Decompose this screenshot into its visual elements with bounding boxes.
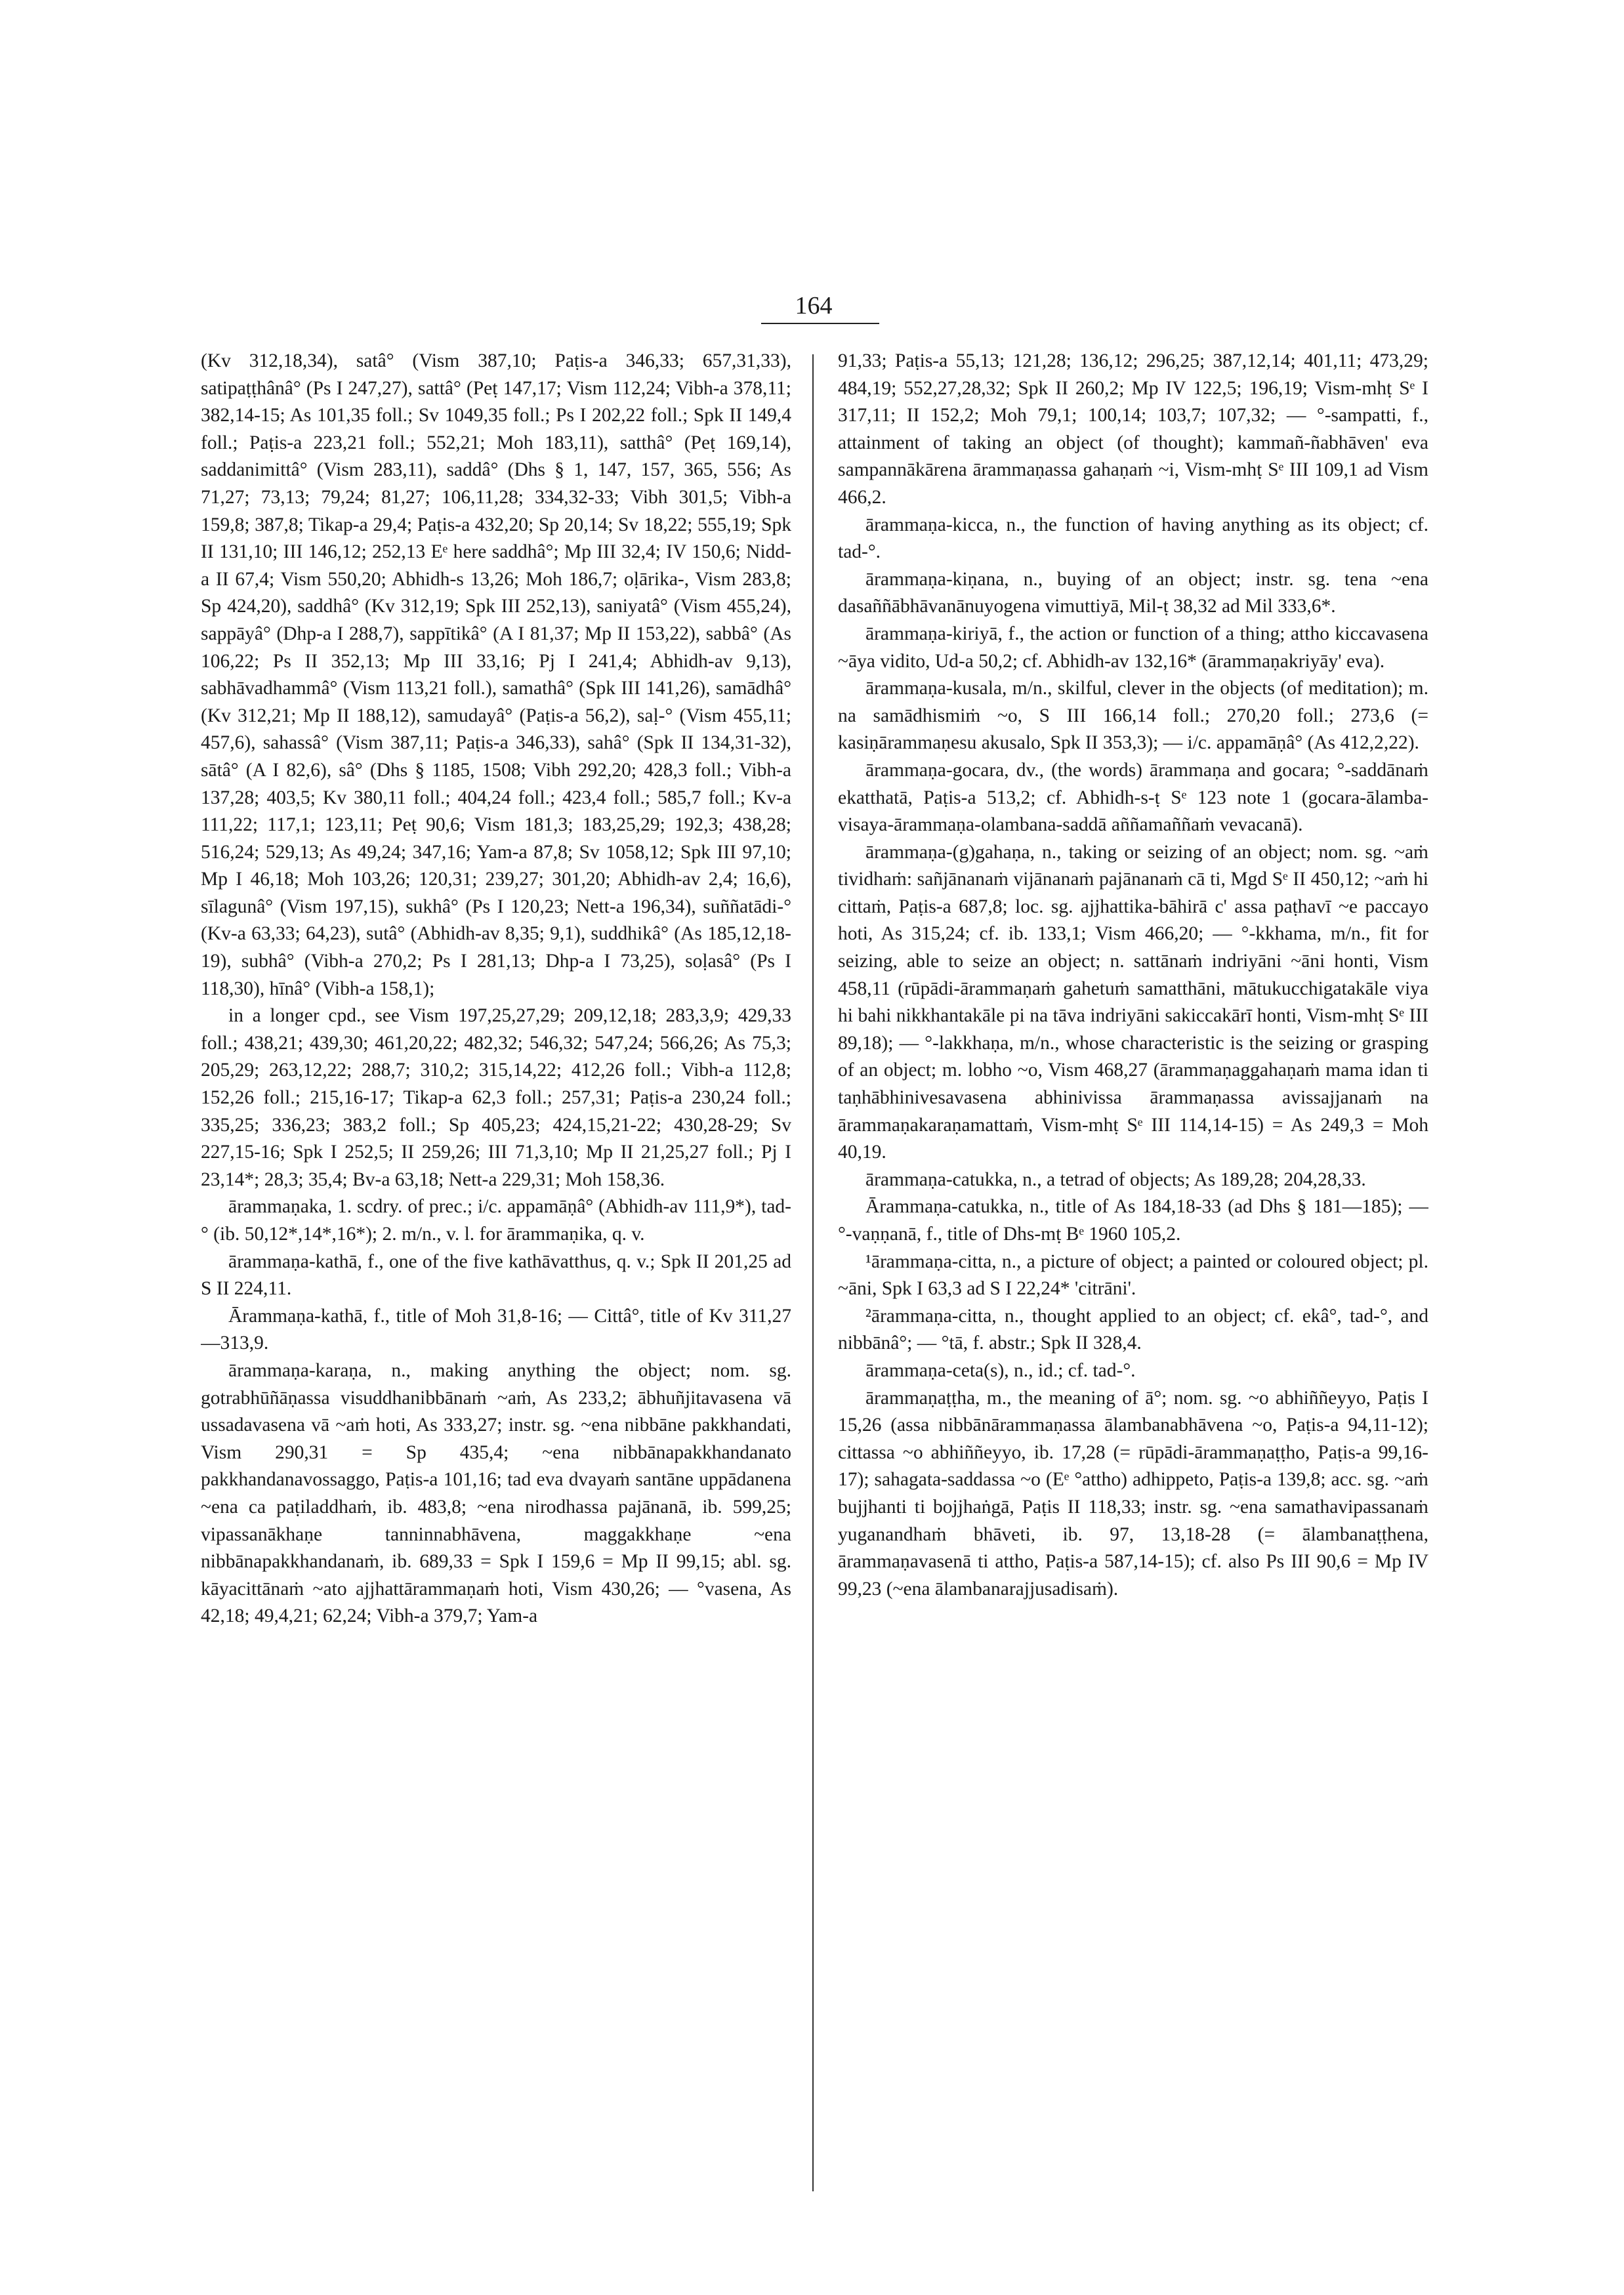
entry-arammana-karana: ārammaṇa-karaṇa, n., making anything the object; nom. sg. gotrabhūñāṇassa visuddhanibbānaṁ ~aṁ, As 233,2; ābhuñjitavasena vā ussadavasena vā ~aṁ hoti, As 333,27; instr. sg. ~ena nibbāne pakkhandati, Vism 290,31 = Sp 435,4; ~ena nibbānapakkhandanato pakkhandanavossaggo, Paṭis-a 101,16; tad eva dvayaṁ santāne uppādanena ~ena ca paṭiladdhaṁ, ib. 483,8; ~ena nirodhassa pajānanā, ib. 599,25; vipassanākhaṇe tanninnabhāvena, maggakkhaṇe ~ena nibbānapakkhandanaṁ, ib. 689,33 = Spk I 159,6 = Mp II 99,15; abl. sg. kāyacittānaṁ ~ato ajjhattārammaṇaṁ hoti, Vism 430,26; — °vasena, As 42,18; 49,4,21; 62,24; Vibh-a 379,7; Yam-a bbox=[201, 1359, 791, 1627]
entry-arammana-gocara: ārammaṇa-gocara, dv., (the words) ārammaṇa and gocara; °-saddānaṁ ekatthatā, Paṭis-a 513,2; cf. Abhidh-s-ṭ Sᵉ 123 note 1 (gocara-ālamba-visaya-ārammaṇa-olambana-saddā aññamaññaṁ vevacanā). bbox=[838, 759, 1428, 836]
entry-continuation: (Kv 312,18,34), satâ° (Vism 387,10; Paṭis-a 346,33; 657,31,33), satipaṭṭhânâ° (Ps I 247,27), sattâ° (Peṭ 147,17; Vism 112,24; Vibh-a 378,11; 382,14-15; As 101,35 foll.; Sv 1049,35 foll.; Ps I 202,22 foll.; Spk II 149,4 foll.; Paṭis-a 223,21 foll.; 552,21; Moh 183,11), satthâ° (Peṭ 169,14), saddanimittâ° (Vism 283,11), saddâ° (Dhs § 1, 147, 157, 365, 556; As 71,27; 73,13; 79,24; 81,27; 106,11,28; 334,32-33; Vibh 301,5; Vibh-a 159,8; 387,8; Tikap-a 29,4; Paṭis-a 432,20; Sp 20,14; Sv 18,22; 555,19; Spk II 131,10; III 146,12; 252,13 Eᵉ here saddhâ°; Mp III 32,4; IV 150,6; Nidd-a II 67,4; Vism 550,20; Abhidh-s 13,26; Moh 186,7; oḷārika-, Vism 283,8; Sp 424,20), saddhâ° (Kv 312,19; Spk III 252,13), saniyatâ° (Vism 455,24), sappāyâ° (Dhp-a I 288,7), sappītikâ° (A I 81,37; Mp II 153,22), sabbâ° (As 106,22; Ps II 352,13; Mp III 33,16; Pj I 241,4; Abhidh-av 9,13), sabhāvadhammâ° (Vism 113,21 foll.), samathâ° (Spk III 141,26), samādhâ° (Kv 312,21; Mp II 188,12), samudayâ° (Paṭis-a 56,2), saḷ-° (Vism 455,11; 457,6), sahassâ° (Vism 387,11; Paṭis-a 346,33), sahâ° (Spk II 134,31-32), sātâ° (A I 82,6), sâ° (Dhs § 1185, 1508; Vibh 292,20; 428,3 foll.; Vibh-a 137,28; 403,5; Kv 380,11 foll.; 404,24 foll.; 423,4 foll.; 585,7 foll.; Kv-a 111,22; 117,1; 123,11; Peṭ 90,6; Vism 181,3; 183,25,29; 192,3; 438,28; 516,24; 529,13; As 49,24; 347,16; Yam-a 87,8; Sv 1058,12; Spk III 97,10; Mp I 46,18; Moh 103,26; 120,31; 239,27; 301,20; Abhidh-av 2,4; 16,6), sīlagunâ° (Vism 197,15), sukhâ° (Ps I 120,23; Nett-a 196,34), suññatādi-° (Kv-a 63,33; 64,23), sutâ° (Abhidh-av 8,35; 9,1), suddhikâ° (As 185,12,18-19), subhâ° (Vibh-a 270,2; Ps I 281,13; Dhp-a I 73,25), soḷasâ° (Ps I 118,30), hīnâ° (Vibh-a 158,1); bbox=[201, 350, 791, 999]
entry-longer-cpd: in a longer cpd., see Vism 197,25,27,29; 209,12,18; 283,3,9; 429,33 foll.; 438,21; 439,30; 461,20,22; 482,32; 546,32; 547,24; 566,26; As 75,3; 205,29; 263,12,22; 288,7; 310,2; 315,14,22; 412,26 foll.; Vibh-a 112,8; 152,26 foll.; 215,16-17; Tikap-a 62,3 foll.; 257,31; Paṭis-a 230,24 foll.; 335,25; 336,23; 383,2 foll.; Sp 405,23; 424,15,21-22; 430,28-29; Sv 227,15-16; Spk I 252,5; II 259,26; III 71,3,10; Mp II 21,25,27 foll.; Pj I 23,14*; 28,3; 35,4; Bv-a 63,18; Nett-a 229,31; Moh 158,36. bbox=[201, 1005, 791, 1190]
column-divider bbox=[812, 354, 814, 2191]
header-rule bbox=[761, 323, 879, 324]
entry-arammana-cetas: ārammaṇa-ceta(s), n., id.; cf. tad-°. bbox=[865, 1359, 1136, 1381]
entry-arammana-citta-2: ²ārammaṇa-citta, n., thought applied to an object; cf. ekâ°, tad-°, and nibbānâ°; — °tā, f. abstr.; Spk II 328,4. bbox=[838, 1305, 1428, 1354]
entry-arammana-catukka: ārammaṇa-catukka, n., a tetrad of objects; As 189,28; 204,28,33. bbox=[865, 1168, 1366, 1190]
entry-arammana-katha: ārammaṇa-kathā, f., one of the five kathāvatthus, q. v.; Spk II 201,25 ad S II 224,11. bbox=[201, 1251, 791, 1300]
right-column bbox=[838, 348, 1428, 2211]
left-column bbox=[201, 348, 791, 2211]
entry-arammanattha: ārammaṇaṭṭha, m., the meaning of ā°; nom. sg. ~o abhiññeyyo, Paṭis I 15,26 (assa nibbānārammaṇassa ālambanabhāvena ~o, Paṭis-a 94,11-12); cittassa ~o abhiññeyyo, ib. 17,28 (= rūpādi-ārammaṇaṭṭho, Paṭis-a 99,16-17); sahagata-saddassa ~o (Eᵉ °attho) adhippeto, Paṭis-a 139,8; acc. sg. ~aṁ bujjhanti ti bojjhaṅgā, Paṭis II 118,33; instr. sg. ~ena samathavipassanaṁ yuganandhaṁ bhāveti, ib. 97, 13,18-28 (= ālambanaṭṭhena, ārammaṇavasenā ti attho, Paṭis-a 587,14-15); cf. also Ps III 90,6 = Mp IV 99,23 (~ena ālambanarajjusadisaṁ). bbox=[838, 1387, 1428, 1600]
entry-continuation-right: 91,33; Paṭis-a 55,13; 121,28; 136,12; 296,25; 387,12,14; 401,11; 473,29; 484,19; 552,27,28,32; Spk II 260,2; Mp IV 122,5; 196,19; Vism-mhṭ Sᵉ I 317,11; II 152,2; Moh 79,1; 100,14; 103,7; 107,32; — °-sampatti, f., attainment of taking an object (of thought); kammañ-ñabhāven' eva sampannākārena ārammaṇassa gahaṇaṁ ~i, Vism-mhṭ Sᵉ III 109,1 ad Vism 466,2. bbox=[838, 350, 1428, 508]
page-number: 164 bbox=[795, 292, 833, 320]
entry-arammana-kinana: ārammaṇa-kiṇana, n., buying of an object; instr. sg. tena ~ena dasaññābhāvanānuyogena vimuttiyā, Mil-ṭ 38,32 ad Mil 333,6*. bbox=[838, 568, 1428, 617]
entry-arammanaka: ārammaṇaka, 1. scdry. of prec.; i/c. appamāṇâ° (Abhidh-av 111,9*), tad-° (ib. 50,12*,14*,16*); 2. m/n., v. l. for ārammaṇika, q. v. bbox=[201, 1196, 791, 1245]
entry-arammana-kusala: ārammaṇa-kusala, m/n., skilful, clever in the objects (of meditation); m. na samādhismiṁ ~o, S III 166,14 foll.; 270,20 foll.; 273,6 (= kasiṇārammaṇesu akusalo, Spk II 353,3); — i/c. appamāṇâ° (As 412,2,22). bbox=[838, 678, 1428, 754]
entry-arammana-kicca: ārammaṇa-kicca, n., the function of having anything as its object; cf. tad-°. bbox=[838, 514, 1428, 563]
entry-arammana-gahana: ārammaṇa-(g)gahaṇa, n., taking or seizing of an object; nom. sg. ~aṁ tividhaṁ: sañjānanaṁ vijānanaṁ pajānanaṁ cā ti, Mgd Sᵉ II 450,12; ~aṁ hi cittaṁ, Paṭis-a 687,8; loc. sg. ajjhattika-bāhirā c' assa paṭhavī ~e paccayo hoti, As 315,24; cf. ib. 133,1; Vism 466,20; — °-kkhama, m/n., fit for seizing, able to seize an object; n. sattānaṁ indriyāni ~āni honti, Vism 458,11 (rūpādi-ārammaṇaṁ gahetuṁ samatthāni, mātukucchigatakāle viya hi bahi nikkhantakāle pi na tāva indriyāni sakiccakārī honti, Vism-mhṭ Sᵉ III 89,18); — °-lakkhaṇa, m/n., whose characteristic is the seizing or grasping of an object; m. lobho ~o, Vism 468,27 (ārammaṇaggahaṇaṁ mama idan ti taṇhābhinivesavasena abhinivissa ārammaṇassa avissajjanaṁ na ārammaṇakaraṇamattaṁ, Vism-mhṭ Sᵉ III 114,14-15) = As 249,3 = Moh 40,19. bbox=[838, 841, 1428, 1163]
entry-arammana-katha-title: Ārammaṇa-kathā, f., title of Moh 31,8-16; — Cittâ°, title of Kv 311,27—313,9. bbox=[201, 1305, 791, 1354]
entry-arammana-catukka-title: Ārammaṇa-catukka, n., title of As 184,18-33 (ad Dhs § 181—185); — °-vaṇṇanā, f., title of Dhs-mṭ Bᵉ 1960 105,2. bbox=[838, 1196, 1428, 1245]
entry-arammana-kiriya: ārammaṇa-kiriyā, f., the action or function of a thing; attho kiccavasena ~āya vidito, Ud-a 50,2; cf. Abhidh-av 132,16* (ārammaṇakriyāy' eva). bbox=[838, 623, 1428, 672]
entry-arammana-citta-1: ¹ārammaṇa-citta, n., a picture of object; a painted or coloured object; pl. ~āni, Spk I 63,3 ad S I 22,24* 'citrāni'. bbox=[838, 1251, 1428, 1300]
